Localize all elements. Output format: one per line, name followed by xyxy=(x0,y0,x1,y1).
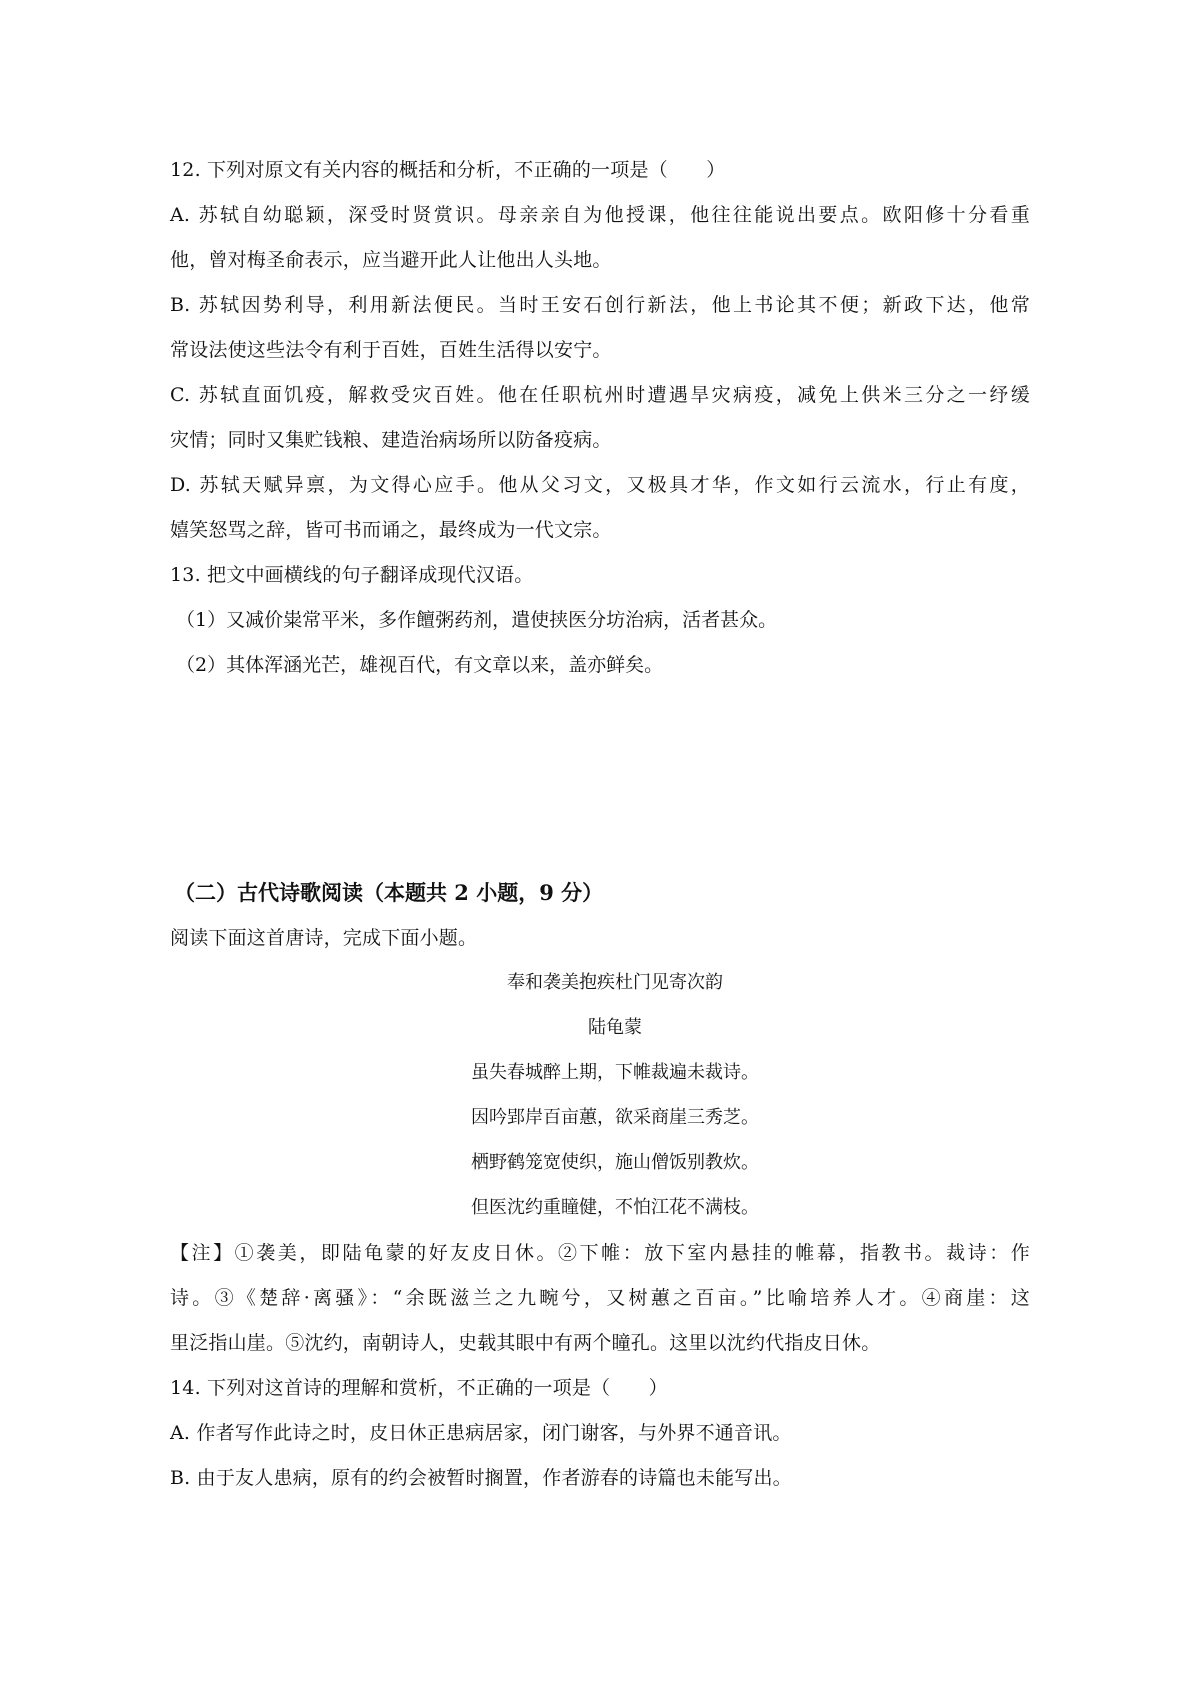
note-line-2: 诗。③《楚辞·离骚》：“余既滋兰之九畹兮，又树蕙之百亩。”比喻培养人才。④商崖：这 xyxy=(170,1287,1030,1309)
poem-line-2-text: 因吟郢岸百亩蕙，欲采商崖三秀芝。 xyxy=(471,1107,759,1128)
poem-title-text: 奉和袭美抱疾杜门见寄次韵 xyxy=(507,972,723,993)
q14-option-b: B. 由于友人患病，原有的约会被暂时搁置，作者游春的诗篇也未能写出。 xyxy=(170,1467,792,1489)
poem-line-1-text: 虽失春城醉上期，下帷裁遍未裁诗。 xyxy=(471,1062,759,1083)
q12-option-a-line2: 他，曾对梅圣俞表示，应当避开此人让他出人头地。 xyxy=(170,249,612,271)
q12-option-a-line1: A. 苏轼自幼聪颖，深受时贤赏识。母亲亲自为他授课，他往往能说出要点。欧阳修十分看重 xyxy=(170,204,1030,226)
q14-option-a: A. 作者写作此诗之时，皮日休正患病居家，闭门谢客，与外界不通音讯。 xyxy=(170,1422,792,1444)
poem-title xyxy=(0,970,1200,996)
q12-option-b-line2: 常设法使这些法令有利于百姓，百姓生活得以安宁。 xyxy=(170,339,612,361)
q13-item-2: （2）其体浑涵光芒，雄视百代，有文章以来，盖亦鲜矣。 xyxy=(176,654,664,676)
note-line-1: 【注】①袭美，即陆龟蒙的好友皮日休。②下帷：放下室内悬挂的帷幕，指教书。裁诗：作 xyxy=(170,1242,1030,1264)
q14-stem: 14. 下列对这首诗的理解和赏析，不正确的一项是（ ） xyxy=(170,1377,668,1399)
q12-option-b-line1: B. 苏轼因势利导，利用新法便民。当时王安石创行新法，他上书论其不便；新政下达，他常 xyxy=(170,294,1030,316)
q13-stem: 13. 把文中画横线的句子翻译成现代汉语。 xyxy=(170,564,534,586)
section-instruction: 阅读下面这首唐诗，完成下面小题。 xyxy=(170,927,478,949)
poem-line-1 xyxy=(0,1060,1200,1086)
poem-line-3-text: 栖野鹤笼宽使织，施山僧饭别教炊。 xyxy=(471,1152,759,1173)
q12-option-d-line2: 嬉笑怒骂之辞，皆可书而诵之，最终成为一代文宗。 xyxy=(170,519,612,541)
poem-author-text: 陆龟蒙 xyxy=(588,1017,642,1038)
poem-line-3 xyxy=(0,1150,1200,1176)
poem-author xyxy=(0,1015,1200,1041)
section-heading: （二）古代诗歌阅读（本题共 2 小题，9 分） xyxy=(174,880,604,905)
poem-line-4-text: 但医沈约重瞳健，不怕江花不满枝。 xyxy=(471,1197,759,1218)
q13-item-1: （1）又减价粜常平米，多作饘粥药剂，遣使挟医分坊治病，活者甚众。 xyxy=(176,609,778,631)
q12-stem: 12. 下列对原文有关内容的概括和分析，不正确的一项是（ ） xyxy=(170,159,726,181)
note-line-3: 里泛指山崖。⑤沈约，南朝诗人，史载其眼中有两个瞳孔。这里以沈约代指皮日休。 xyxy=(170,1332,881,1354)
poem-line-2 xyxy=(0,1105,1200,1131)
q12-option-d-line1: D. 苏轼天赋异禀，为文得心应手。他从父习文，又极具才华，作文如行云流水，行止有度， xyxy=(170,474,1030,496)
poem-line-4 xyxy=(0,1195,1200,1221)
q12-option-c-line2: 灾情；同时又集贮钱粮、建造治病场所以防备疫病。 xyxy=(170,429,612,451)
q12-option-c-line1: C. 苏轼直面饥疫，解救受灾百姓。他在任职杭州时遭遇旱灾病疫，减免上供米三分之一纾缓 xyxy=(170,384,1030,406)
